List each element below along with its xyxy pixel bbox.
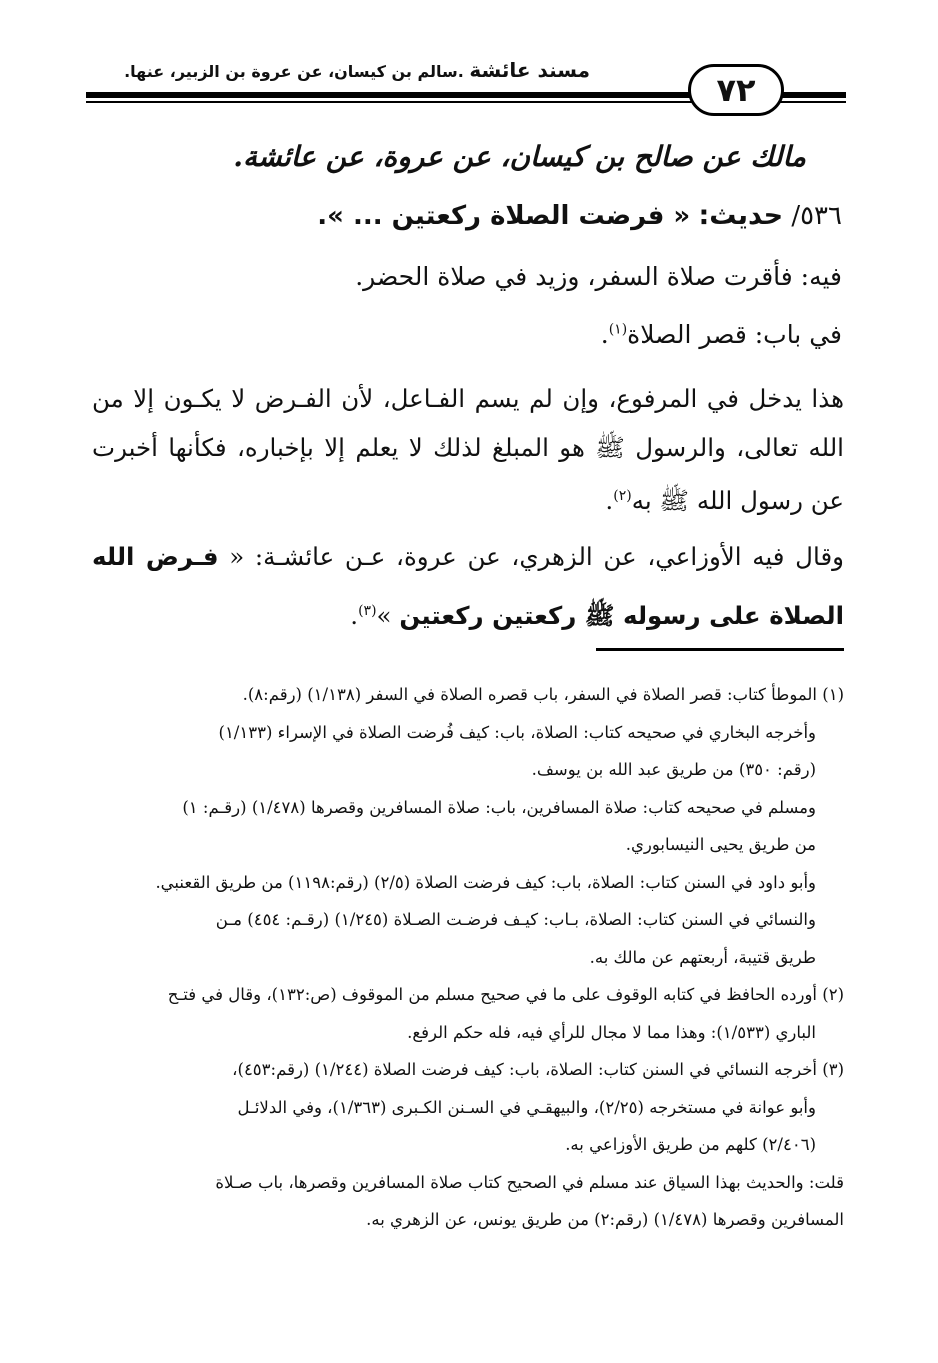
page-number: ٧٢ (688, 64, 784, 116)
header-subtitle: .سالم بن كيسان، عن عروة بن الزبير، عنها. (124, 62, 464, 81)
footnote-line: (رقم: ٣٥٠) من طريق عبد الله بن يوسف. (531, 760, 816, 779)
hadith-label: حديث: (698, 200, 784, 231)
quote-close: » (376, 601, 392, 631)
footnote-ref-2: (٢) (613, 488, 632, 504)
paragraph-end: . (605, 486, 614, 516)
footnote-line: (٣) أخرجه النسائي في السنن كتاب: الصلاة، باب: كيف فرضت الصلاة (١/٢٤٤) (رقم:٤٥٣)، (232, 1060, 844, 1079)
paragraph-text: هذا يدخل في المرفوع، وإن لم يسم الفـاعل، لأن الفـرض لا يكـون إلا من الله تعالى، والرسول ﷺ هو المبلغ لذلك لا يعلم إلا بإخباره، فكأنها أخبرت عن رسول الله ﷺ به (92, 384, 844, 516)
quoted-hadith: فـرض الله الصلاة على رسوله ﷺ ركعتين ركعتين (92, 542, 844, 631)
footnote-ref-3: (٣) (358, 603, 377, 619)
paragraph-text: وقال فيه الأوزاعي، عن الزهري، عن عروة، عـن عائشـة: « (229, 542, 844, 571)
hadith-number: ٥٣٦/ (791, 201, 842, 231)
footnote-separator (596, 648, 844, 651)
footnotes (92, 676, 844, 1239)
bab-text: في باب: قصر الصلاة (627, 320, 842, 349)
awzai-paragraph (92, 530, 844, 643)
footnote-line: وأبو عوانة في مستخرجه (٢/٢٥)، والبيهقـي في السـنن الكـبرى (١/٣٦٣)، وفي الدلائـل (237, 1097, 816, 1117)
commentary-paragraph (92, 374, 844, 525)
bab-end: . (600, 320, 609, 349)
footnote-line: الباري (١/٥٣٣): وهذا مما لا مجال للرأي فيه، فله حكم الرفع. (407, 1022, 816, 1042)
hadith-heading (317, 200, 842, 231)
footnote-line: وأخرجه البخاري في صحيحه كتاب: الصلاة، باب: كيف فُرضت الصلاة في الإسراء (١/١٣٣) (218, 722, 816, 742)
footnote-ref-1: (١) (608, 321, 628, 338)
header-title: مسند عائشة (469, 58, 590, 82)
bab-line (601, 320, 842, 349)
fihi-line: فيه: فأقرت صلاة السفر، وزيد في صلاة الحضر. (355, 262, 842, 291)
footnote-line: والنسائي في السنن كتاب: الصلاة، بـاب: كيـف فرضـت الصـلاة (١/٢٤٥) (رقـم: ٤٥٤) مـن (215, 910, 816, 929)
paragraph-end: . (350, 601, 359, 631)
footnote-line: من طريق يحيى النيسابوري. (625, 835, 816, 854)
footnote-line: (٢/٤٠٦) كلهم من طريق الأوزاعي به. (565, 1135, 816, 1154)
footnote-line: (١) الموطأ كتاب: قصر الصلاة في السفر، باب قصره الصلاة في السفر (١/١٣٨) (رقم:٨). (242, 685, 844, 704)
running-header (100, 58, 590, 82)
footnote-line: وأبو داود في السنن كتاب: الصلاة، باب: كيف فرضت الصلاة (٢/٥) (رقم:١١٩٨) من طريق القعنبي. (155, 872, 816, 892)
footnote-line: المسافرين وقصرها (١/٤٧٨) (رقم:٢) من طريق يونس، عن الزهري به. (366, 1210, 844, 1229)
footnote-line: (٢) أورده الحافظ في كتابه الوقوف على ما في صحيح مسلم من الموقوف (ص:١٣٢)، وقال في فتـح (167, 985, 844, 1004)
isnad-subheading: مالك عن صالح بن كيسان، عن عروة، عن عائشة. (233, 140, 806, 173)
footnote-line: طريق قتيبة، أربعتهم عن مالك به. (589, 947, 816, 967)
footnote-line: قلت: والحديث بهذا السياق عند مسلم في الصحيح كتاب صلاة المسافرين وقصرها، باب صـلاة (215, 1172, 844, 1192)
footnote-line: ومسلم في صحيحه كتاب: صلاة المسافرين، باب: صلاة المسافرين وقصرها (١/٤٧٨) (رقـم: ١) (182, 797, 816, 817)
hadith-text: « فرضت الصلاة ركعتين ... ». (317, 201, 691, 231)
